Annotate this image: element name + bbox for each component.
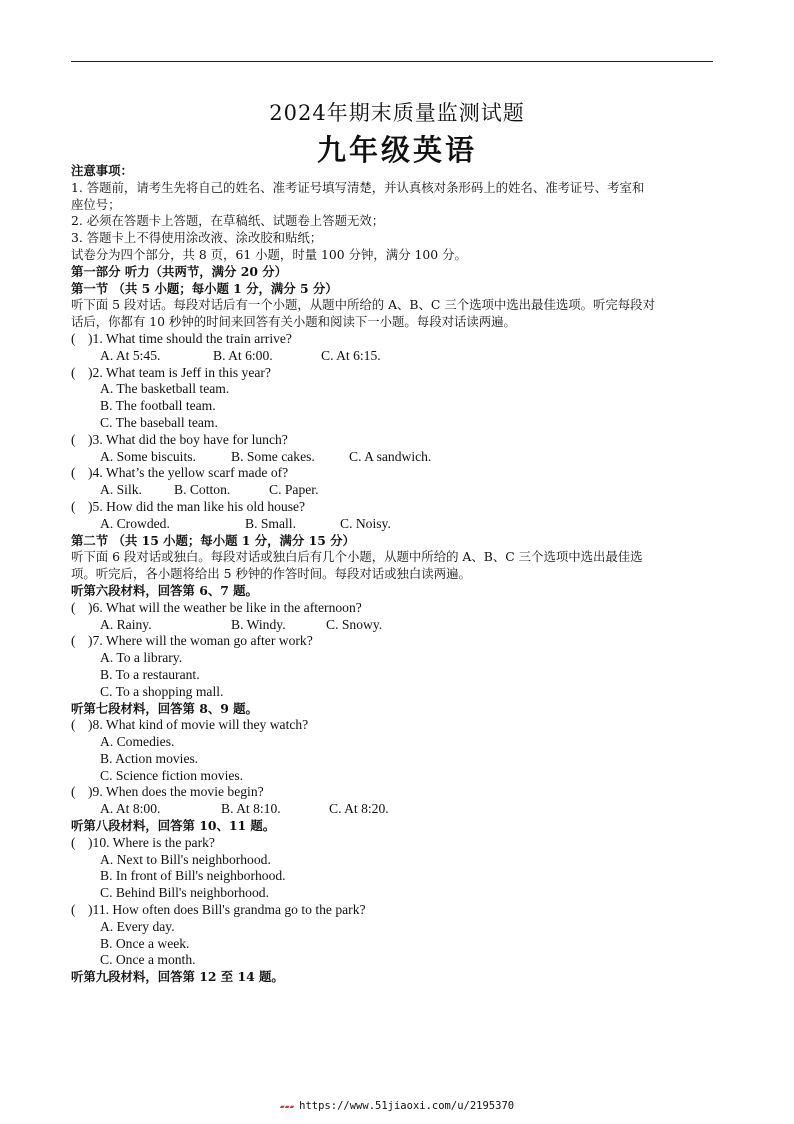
option[interactable]: A. The basketball team. <box>100 381 230 397</box>
notice-item: 2. 必须在答题卡上答题，在草稿纸、试题卷上答题无效； <box>71 213 385 229</box>
question: ( )6. What will the weather be like in the afternoon? <box>71 599 362 615</box>
question: ( )1. What time should the train arrive? <box>71 330 292 346</box>
question: ( )3. What did the boy have for lunch? <box>71 431 288 447</box>
option[interactable]: A. At 8:00. <box>100 801 161 817</box>
option[interactable]: C. At 8:20. <box>329 801 389 817</box>
material-heading: 听第六段材料，回答第 6、7 题。 <box>71 582 258 598</box>
option[interactable]: B. Small. <box>245 515 296 531</box>
notice-item: 试卷分为四个部分，共 8 页，61 小题，时量 100 分钟，满分 100 分。 <box>71 246 467 262</box>
option[interactable]: A. Every day. <box>100 918 175 934</box>
question: ( )8. What kind of movie will they watch? <box>71 717 309 733</box>
option[interactable]: B. Once a week. <box>100 935 190 951</box>
option[interactable]: B. To a restaurant. <box>100 666 200 682</box>
option[interactable]: A. At 5:45. <box>100 347 161 363</box>
section-intro: 项。听完后，各小题将给出 5 秒钟的作答时间。每段对话或独白读两遍。 <box>71 566 471 582</box>
option[interactable]: A. Comedies. <box>100 734 175 750</box>
section-heading: 第一节 （共 5 小题；每小题 1 分，满分 5 分） <box>71 280 338 296</box>
material-heading: 听第八段材料，回答第 10、11 题。 <box>71 818 276 834</box>
options-row <box>71 801 716 818</box>
question: ( )9. When does the movie begin? <box>71 784 264 800</box>
option[interactable]: C. Once a month. <box>100 952 196 968</box>
section-intro: 听下面 5 段对话。每段对话后有一个小题，从题中所给的 A、B、C 三个选项中选出最佳选项。听完每段对 <box>71 297 655 313</box>
options-row <box>71 348 716 365</box>
option[interactable]: C. Noisy. <box>340 515 391 531</box>
notice-item: 座位号； <box>71 196 121 212</box>
option[interactable]: C. At 6:15. <box>321 347 381 363</box>
option[interactable]: C. To a shopping mall. <box>100 683 224 699</box>
notice-item: 3. 答题卡上不得使用涂改液、涂改胶和贴纸； <box>71 230 323 246</box>
option[interactable]: A. Some biscuits. <box>100 448 196 464</box>
option[interactable]: B. Some cakes. <box>231 448 315 464</box>
question: ( )10. Where is the park? <box>71 834 215 850</box>
top-rule <box>71 61 713 62</box>
footer-watermark <box>0 1100 794 1112</box>
footer-url[interactable]: https://www.51jiaoxi.com/u/2195370 <box>299 1100 515 1112</box>
option[interactable]: C. Behind Bill's neighborhood. <box>100 885 269 901</box>
section-heading: 第二节 （共 15 小题；每小题 1 分，满分 15 分） <box>71 532 355 548</box>
notice-heading: 注意事项： <box>71 163 133 178</box>
exam-content <box>71 163 716 986</box>
options-row <box>71 516 716 533</box>
question: ( )2. What team is Jeff in this year? <box>71 364 271 380</box>
option[interactable]: B. Action movies. <box>100 750 199 766</box>
question: ( )11. How often does Bill's grandma go to the park? <box>71 902 366 918</box>
material-heading: 听第七段材料，回答第 8、9 题。 <box>71 700 258 716</box>
logo-icon: ▰▰▰ <box>279 1102 300 1111</box>
option[interactable]: C. Snowy. <box>326 616 383 632</box>
option[interactable]: B. In front of Bill's neighborhood. <box>100 868 286 884</box>
options-row <box>71 617 716 634</box>
option[interactable]: A. Next to Bill's neighborhood. <box>100 851 271 867</box>
option[interactable]: C. The baseball team. <box>100 414 218 430</box>
section-intro: 话后，你都有 10 秒钟的时间来回答有关小题和阅读下一小题。每段对话读两遍。 <box>71 314 516 330</box>
option[interactable]: B. At 6:00. <box>213 347 273 363</box>
options-row <box>71 482 716 499</box>
options-row <box>71 449 716 466</box>
exam-subject: 九年级英语 <box>316 133 477 167</box>
notice-item: 1. 答题前，请考生先将自己的姓名、准考证号填写清楚，并认真核对条形码上的姓名、准考证号、考室和 <box>71 179 645 195</box>
option[interactable]: A. Rainy. <box>100 616 152 632</box>
section-intro: 听下面 6 段对话或独白。每段对话或独白后有几个小题，从题中所给的 A、B、C 三个选项中选出最佳选 <box>71 549 643 565</box>
option[interactable]: A. To a library. <box>100 650 183 666</box>
question: ( )7. Where will the woman go after work? <box>71 633 313 649</box>
option[interactable]: C. Paper. <box>269 482 319 498</box>
option[interactable]: A. Crowded. <box>100 515 170 531</box>
option[interactable]: B. Cotton. <box>174 482 231 498</box>
question: ( )5. How did the man like his old house? <box>71 498 306 514</box>
option[interactable]: B. The football team. <box>100 398 216 414</box>
part-heading: 第一部分 听力（共两节，满分 20 分） <box>71 263 288 279</box>
exam-title: 2024年期末质量监测试题 <box>269 101 525 125</box>
option[interactable]: A. Silk. <box>100 482 142 498</box>
option[interactable]: C. Science fiction movies. <box>100 767 244 783</box>
option[interactable]: C. A sandwich. <box>349 448 432 464</box>
question: ( )4. What’s the yellow scarf made of? <box>71 465 289 481</box>
material-heading: 听第九段材料，回答第 12 至 14 题。 <box>71 969 284 985</box>
option[interactable]: B. Windy. <box>231 616 286 632</box>
option[interactable]: B. At 8:10. <box>221 801 281 817</box>
